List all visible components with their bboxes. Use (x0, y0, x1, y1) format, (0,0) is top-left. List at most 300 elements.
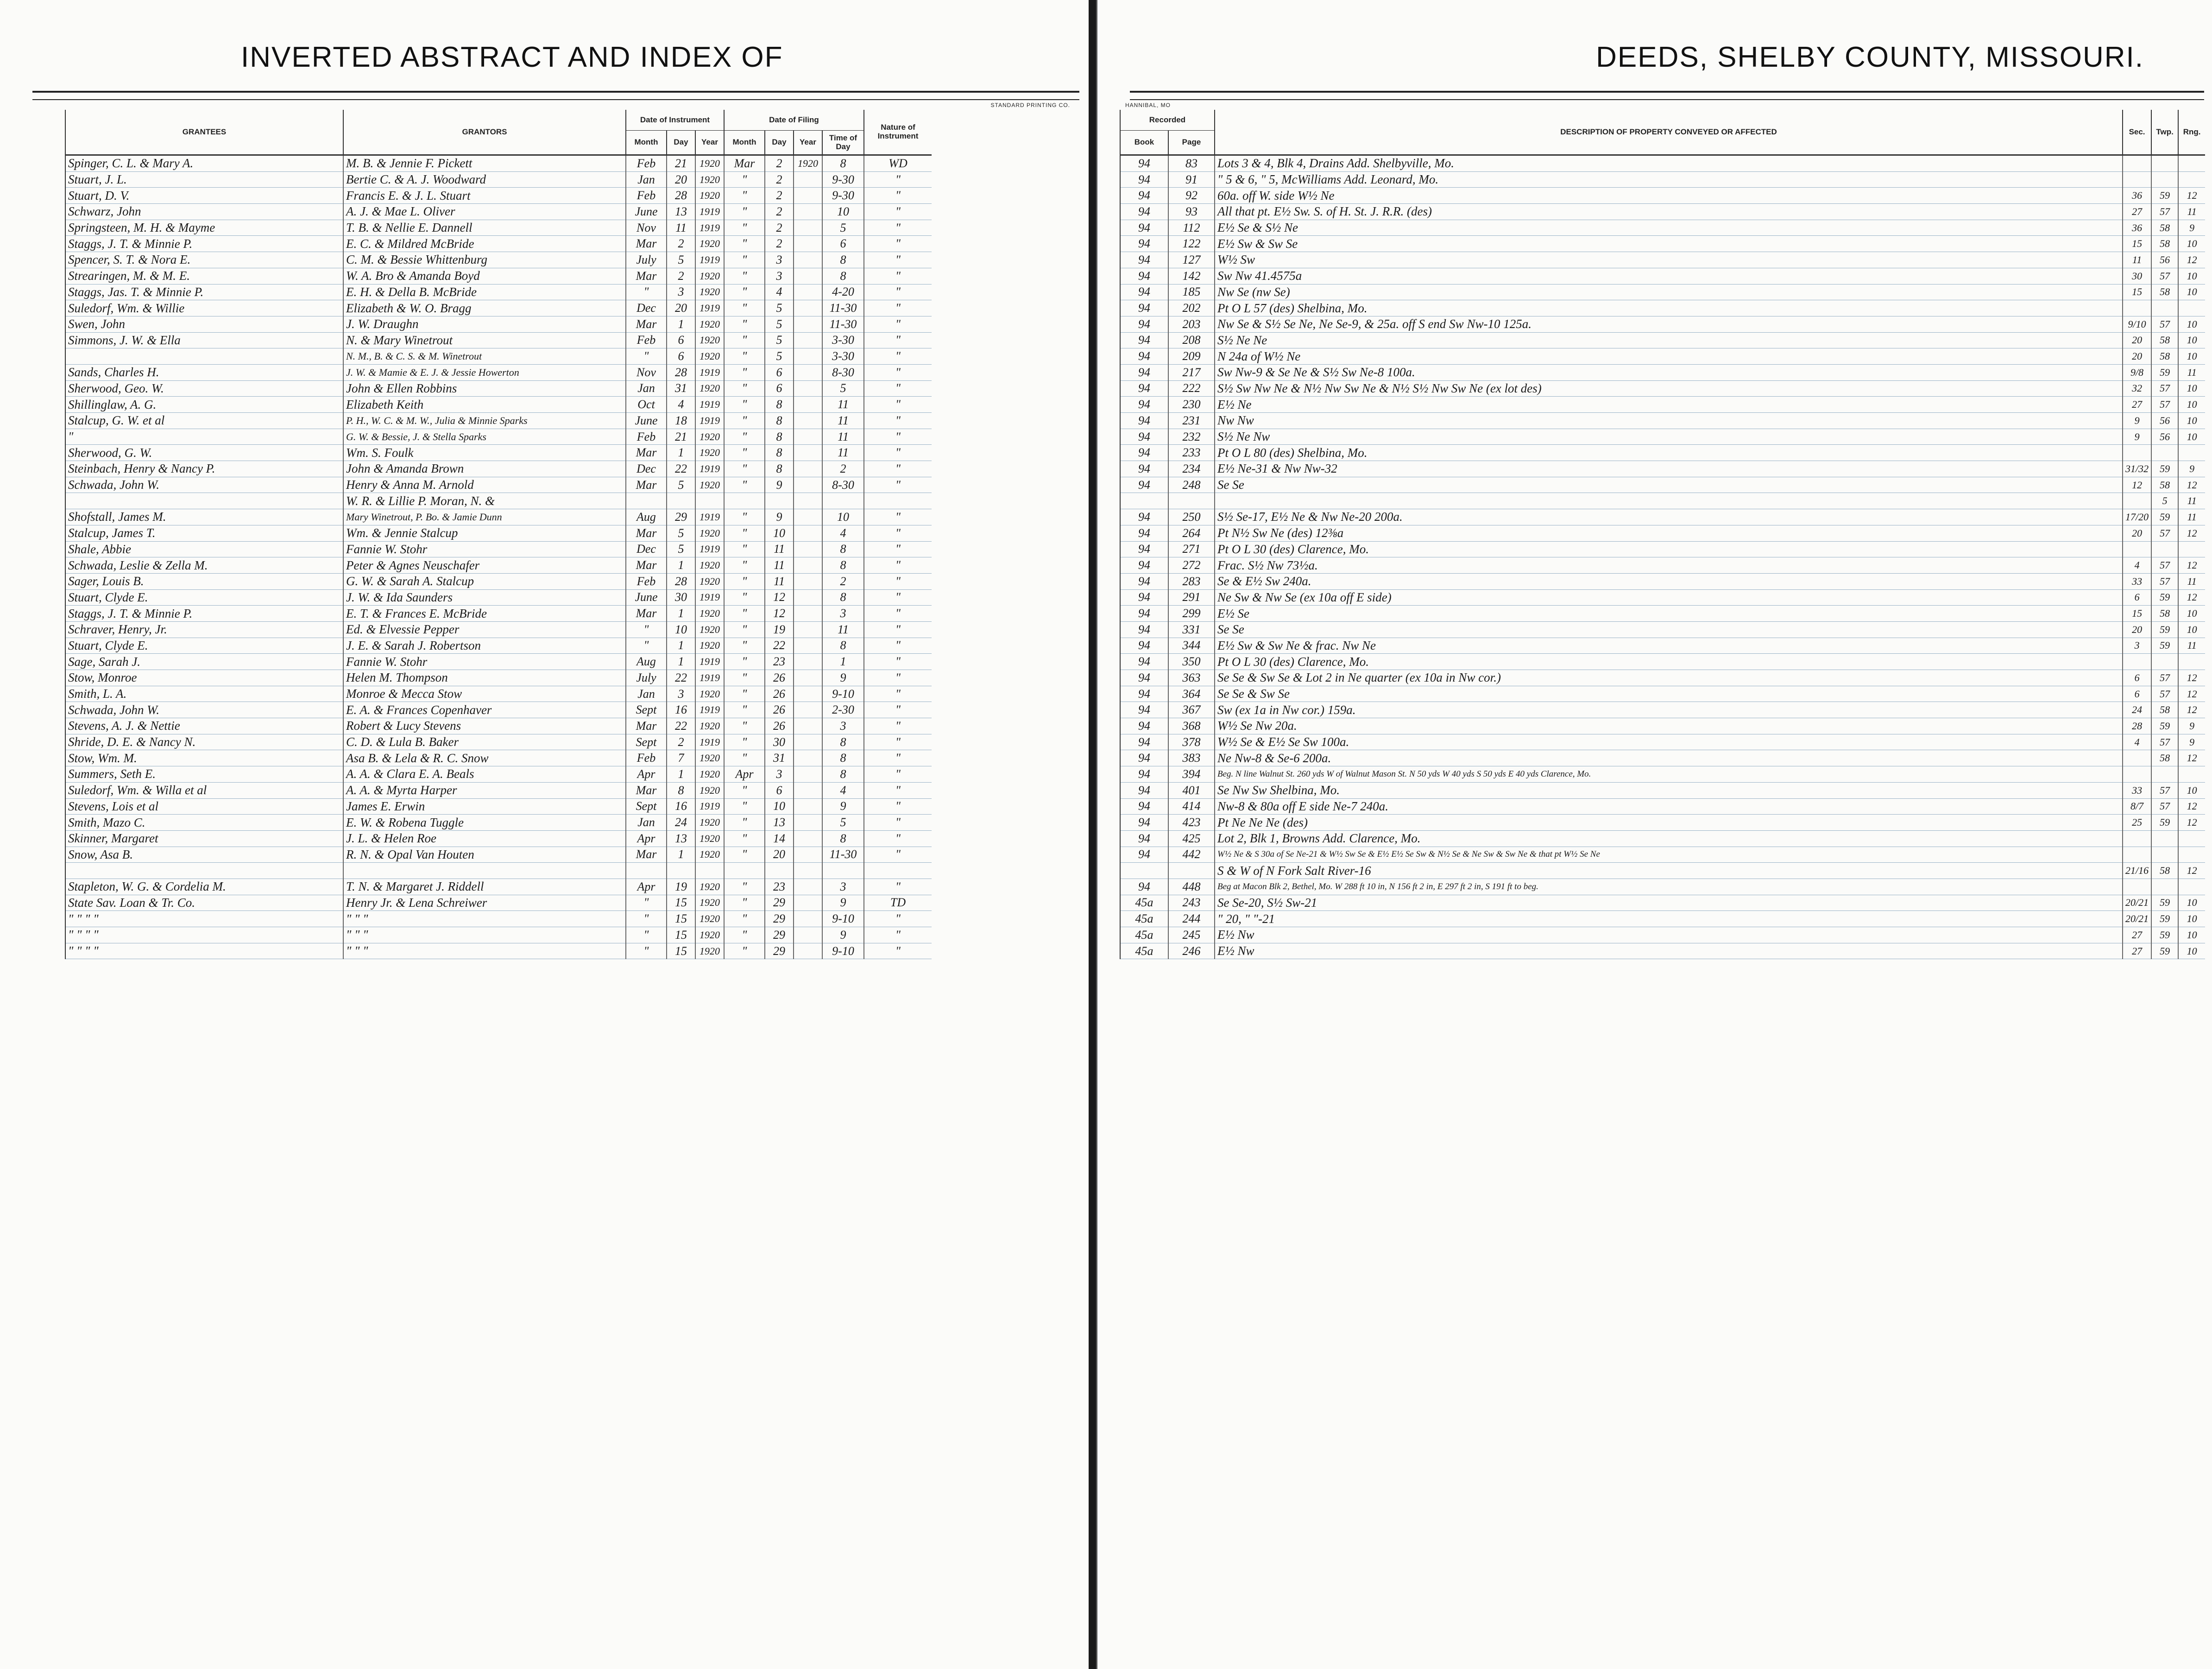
filing-month-cell: " (724, 541, 765, 557)
instrument-year-cell: 1919 (695, 509, 724, 525)
grantee-cell: Staggs, Jas. T. & Minnie P. (65, 284, 343, 300)
grantor-cell: Fannie W. Stohr (343, 541, 626, 557)
time-of-day-cell: 3 (822, 879, 864, 895)
instrument-day-cell: 13 (667, 830, 695, 847)
description-cell: E½ Se & S½ Ne (1215, 220, 2123, 236)
filing-month-cell: " (724, 348, 765, 365)
description-cell: N 24a of W½ Ne (1215, 348, 2123, 365)
sec-cell (2123, 493, 2151, 509)
filing-year-cell (794, 204, 822, 220)
page-cell: 217 (1168, 364, 1215, 380)
table-row (65, 718, 932, 734)
page-cell: 264 (1168, 525, 1215, 541)
top-rule (32, 99, 1079, 100)
table-row (65, 782, 932, 798)
nature-cell: " (864, 188, 932, 204)
printer-imprint: HANNIBAL, MO (1125, 102, 1171, 108)
instrument-day-cell: 5 (667, 477, 695, 493)
sec-cell: 36 (2123, 220, 2151, 236)
sec-cell: 9 (2123, 413, 2151, 429)
header-rng: Rng. (2178, 110, 2205, 155)
description-cell: Nw Se & S½ Se Ne, Ne Se-9, & 25a. off S end Sw Nw-10 125a. (1215, 316, 2123, 332)
ledger-body-left (65, 155, 932, 959)
rng-cell: 9 (2178, 461, 2205, 477)
page-cell: 142 (1168, 268, 1215, 284)
book-cell: 94 (1120, 188, 1168, 204)
instrument-month-cell: " (626, 348, 667, 365)
top-rule (1130, 99, 2204, 100)
instrument-day-cell: 1 (667, 847, 695, 863)
instrument-month-cell: Apr (626, 766, 667, 783)
description-cell: E½ Nw (1215, 943, 2123, 959)
page-cell: 83 (1168, 155, 1215, 172)
grantee-cell (65, 348, 343, 365)
instrument-year-cell: 1920 (695, 573, 724, 589)
page-cell: 243 (1168, 895, 1215, 911)
nature-cell: " (864, 525, 932, 541)
book-cell: 94 (1120, 413, 1168, 429)
filing-year-cell (794, 734, 822, 750)
rng-cell (2178, 654, 2205, 670)
description-cell: Pt O L 30 (des) Clarence, Mo. (1215, 541, 2123, 557)
instrument-year-cell: 1920 (695, 332, 724, 348)
rng-cell: 10 (2178, 236, 2205, 252)
grantee-cell: Stow, Monroe (65, 670, 343, 686)
table-row (65, 380, 932, 397)
grantee-cell: Smith, L. A. (65, 686, 343, 702)
table-row (1120, 557, 2205, 574)
grantee-cell: Stalcup, James T. (65, 525, 343, 541)
book-cell: 94 (1120, 236, 1168, 252)
printer-imprint: STANDARD PRINTING CO. (990, 102, 1070, 108)
sec-cell: 30 (2123, 268, 2151, 284)
filing-year-cell (794, 380, 822, 397)
nature-cell: " (864, 252, 932, 268)
filing-month-cell: " (724, 397, 765, 413)
table-row (1120, 477, 2205, 493)
grantor-cell: W. R. & Lillie P. Moran, N. & (343, 493, 626, 509)
grantor-cell: E. H. & Della B. McBride (343, 284, 626, 300)
page-cell: 244 (1168, 911, 1215, 927)
twp-cell: 57 (2151, 557, 2178, 574)
filing-month-cell: " (724, 621, 765, 638)
table-row (65, 188, 932, 204)
table-row (65, 220, 932, 236)
time-of-day-cell: 5 (822, 815, 864, 831)
right-page (1096, 0, 2212, 1669)
description-cell: All that pt. E½ Sw. S. of H. St. J. R.R. (des) (1215, 204, 2123, 220)
header-page: Page (1168, 131, 1215, 155)
nature-cell: " (864, 686, 932, 702)
description-cell: Se & E½ Sw 240a. (1215, 573, 2123, 589)
twp-cell: 5 (2151, 493, 2178, 509)
description-cell: Se Se-20, S½ Sw-21 (1215, 895, 2123, 911)
table-row (1120, 300, 2205, 316)
filing-day-cell: 26 (765, 670, 794, 686)
instrument-month-cell: Sept (626, 798, 667, 815)
grantor-cell: E. A. & Frances Copenhaver (343, 702, 626, 718)
instrument-day-cell: 15 (667, 943, 695, 959)
sec-cell: 31/32 (2123, 461, 2151, 477)
book-cell: 94 (1120, 364, 1168, 380)
sec-cell: 32 (2123, 380, 2151, 397)
filing-year-cell (794, 541, 822, 557)
instrument-day-cell: 1 (667, 766, 695, 783)
twp-cell: 56 (2151, 413, 2178, 429)
time-of-day-cell: 2 (822, 461, 864, 477)
page-cell: 299 (1168, 606, 1215, 622)
instrument-year-cell: 1920 (695, 268, 724, 284)
grantor-cell: John & Amanda Brown (343, 461, 626, 477)
page-cell: 248 (1168, 477, 1215, 493)
book-cell: 94 (1120, 461, 1168, 477)
book-cell: 94 (1120, 284, 1168, 300)
page-cell: 245 (1168, 927, 1215, 943)
twp-cell (2151, 155, 2178, 172)
filing-month-cell (724, 493, 765, 509)
rng-cell (2178, 830, 2205, 847)
filing-year-cell (794, 766, 822, 783)
time-of-day-cell: 9 (822, 670, 864, 686)
grantor-cell: " " " (343, 943, 626, 959)
instrument-day-cell: 2 (667, 734, 695, 750)
sec-cell (2123, 766, 2151, 783)
page-cell: 283 (1168, 573, 1215, 589)
filing-day-cell: 29 (765, 911, 794, 927)
instrument-year-cell: 1920 (695, 316, 724, 332)
table-row (65, 252, 932, 268)
rng-cell: 10 (2178, 429, 2205, 445)
grantor-cell: Bertie C. & A. J. Woodward (343, 171, 626, 188)
twp-cell: 58 (2151, 220, 2178, 236)
twp-cell: 57 (2151, 670, 2178, 686)
time-of-day-cell: 11 (822, 445, 864, 461)
description-cell: Sw Nw-9 & Se Ne & S½ Sw Ne-8 100a. (1215, 364, 2123, 380)
sec-cell: 4 (2123, 557, 2151, 574)
description-cell: Pt O L 57 (des) Shelbina, Mo. (1215, 300, 2123, 316)
description-cell: Sw Nw 41.4575a (1215, 268, 2123, 284)
rng-cell (2178, 766, 2205, 783)
rng-cell: 10 (2178, 621, 2205, 638)
sec-cell (2123, 847, 2151, 863)
page-cell: 383 (1168, 750, 1215, 766)
time-of-day-cell: 8 (822, 734, 864, 750)
table-row (1120, 830, 2205, 847)
table-row (1120, 316, 2205, 332)
filing-year-cell (794, 284, 822, 300)
instrument-month-cell: Feb (626, 155, 667, 172)
table-row (1120, 525, 2205, 541)
instrument-day-cell: 15 (667, 927, 695, 943)
filing-day-cell: 2 (765, 220, 794, 236)
book-cell: 94 (1120, 782, 1168, 798)
rng-cell: 9 (2178, 220, 2205, 236)
filing-day-cell: 3 (765, 268, 794, 284)
book-cell: 94 (1120, 654, 1168, 670)
table-row (1120, 718, 2205, 734)
filing-day-cell: 13 (765, 815, 794, 831)
filing-year-cell (794, 332, 822, 348)
table-row (65, 348, 932, 365)
twp-cell: 57 (2151, 268, 2178, 284)
filing-year-cell (794, 621, 822, 638)
table-row (1120, 509, 2205, 525)
filing-day-cell: 9 (765, 477, 794, 493)
filing-year-cell (794, 525, 822, 541)
rng-cell: 12 (2178, 702, 2205, 718)
sec-cell (2123, 541, 2151, 557)
instrument-year-cell: 1920 (695, 830, 724, 847)
table-row (65, 413, 932, 429)
filing-month-cell: " (724, 895, 765, 911)
filing-day-cell: 4 (765, 284, 794, 300)
filing-year-cell (794, 413, 822, 429)
filing-year-cell (794, 879, 822, 895)
filing-day-cell: 11 (765, 557, 794, 574)
filing-year-cell (794, 316, 822, 332)
nature-cell: WD (864, 155, 932, 172)
filing-year-cell (794, 348, 822, 365)
grantee-cell: Stuart, D. V. (65, 188, 343, 204)
instrument-year-cell: 1920 (695, 557, 724, 574)
filing-year-cell (794, 171, 822, 188)
grantor-cell: C. D. & Lula B. Baker (343, 734, 626, 750)
instrument-month-cell: Sept (626, 734, 667, 750)
instrument-month-cell: Mar (626, 316, 667, 332)
instrument-day-cell: 1 (667, 557, 695, 574)
filing-year-cell (794, 429, 822, 445)
instrument-month-cell: Oct (626, 397, 667, 413)
rng-cell: 10 (2178, 397, 2205, 413)
filing-year-cell (794, 718, 822, 734)
page-cell: 127 (1168, 252, 1215, 268)
filing-month-cell: " (724, 686, 765, 702)
instrument-month-cell: Jan (626, 380, 667, 397)
instrument-month-cell: Feb (626, 573, 667, 589)
ledger-table-left (65, 110, 932, 959)
filing-year-cell (794, 702, 822, 718)
grantor-cell: E. T. & Frances E. McBride (343, 606, 626, 622)
instrument-month-cell: Dec (626, 300, 667, 316)
table-row (1120, 734, 2205, 750)
table-row (65, 830, 932, 847)
nature-cell: " (864, 911, 932, 927)
filing-year-cell (794, 477, 822, 493)
table-row (65, 589, 932, 606)
filing-month-cell: " (724, 557, 765, 574)
sec-cell: 24 (2123, 702, 2151, 718)
sec-cell: 20/21 (2123, 911, 2151, 927)
sec-cell: 11 (2123, 252, 2151, 268)
page-cell: 246 (1168, 943, 1215, 959)
book-cell: 94 (1120, 397, 1168, 413)
table-row (65, 943, 932, 959)
filing-year-cell (794, 927, 822, 943)
grantor-cell: " " " (343, 927, 626, 943)
book-cell: 94 (1120, 348, 1168, 365)
grantee-cell: Suledorf, Wm. & Willie (65, 300, 343, 316)
page-title-right: DEEDS, SHELBY COUNTY, MISSOURI. (1596, 41, 2144, 73)
nature-cell: " (864, 573, 932, 589)
twp-cell: 59 (2151, 589, 2178, 606)
instrument-month-cell: Mar (626, 268, 667, 284)
page-cell: 401 (1168, 782, 1215, 798)
grantor-cell: Francis E. & J. L. Stuart (343, 188, 626, 204)
nature-cell: " (864, 606, 932, 622)
table-row (1120, 380, 2205, 397)
page-cell: 350 (1168, 654, 1215, 670)
header-grantors: GRANTORS (343, 110, 626, 155)
book-cell: 94 (1120, 718, 1168, 734)
filing-year-cell (794, 686, 822, 702)
instrument-year-cell: 1920 (695, 445, 724, 461)
sec-cell: 9/8 (2123, 364, 2151, 380)
instrument-day-cell: 16 (667, 798, 695, 815)
filing-year-cell (794, 863, 822, 879)
page-cell: 91 (1168, 171, 1215, 188)
twp-cell: 57 (2151, 397, 2178, 413)
instrument-day-cell: 20 (667, 300, 695, 316)
instrument-day-cell: 2 (667, 268, 695, 284)
twp-cell: 58 (2151, 702, 2178, 718)
grantor-cell: J. W. & Mamie & E. J. & Jessie Howerton (343, 364, 626, 380)
table-row (65, 236, 932, 252)
instrument-month-cell: " (626, 284, 667, 300)
filing-month-cell: " (724, 927, 765, 943)
grantee-cell: Schwada, John W. (65, 702, 343, 718)
table-row (1120, 638, 2205, 654)
grantee-cell: Stow, Wm. M. (65, 750, 343, 766)
book-cell: 94 (1120, 509, 1168, 525)
page-cell: 230 (1168, 397, 1215, 413)
instrument-year-cell: 1920 (695, 750, 724, 766)
header-date-of-instrument: Date of Instrument (626, 110, 724, 131)
instrument-day-cell: 28 (667, 188, 695, 204)
grantee-cell: Stevens, A. J. & Nettie (65, 718, 343, 734)
instrument-day-cell: 29 (667, 509, 695, 525)
grantee-cell: Smith, Mazo C. (65, 815, 343, 831)
instrument-month-cell: Feb (626, 429, 667, 445)
grantor-cell: Helen M. Thompson (343, 670, 626, 686)
description-cell: Pt Ne Ne Ne (des) (1215, 815, 2123, 831)
filing-year-cell (794, 943, 822, 959)
time-of-day-cell: 8 (822, 541, 864, 557)
instrument-day-cell (667, 863, 695, 879)
table-row (65, 670, 932, 686)
filing-day-cell: 2 (765, 155, 794, 172)
header-day: Day (765, 131, 794, 155)
table-row (1120, 348, 2205, 365)
page-cell: 363 (1168, 670, 1215, 686)
instrument-month-cell: June (626, 413, 667, 429)
book-cell (1120, 863, 1168, 879)
description-cell: Lots 3 & 4, Blk 4, Drains Add. Shelbyville, Mo. (1215, 155, 2123, 172)
page-cell: 185 (1168, 284, 1215, 300)
rng-cell: 10 (2178, 268, 2205, 284)
filing-day-cell: 6 (765, 364, 794, 380)
filing-month-cell (724, 863, 765, 879)
grantee-cell: Stuart, Clyde E. (65, 638, 343, 654)
rng-cell (2178, 300, 2205, 316)
twp-cell: 57 (2151, 734, 2178, 750)
grantor-cell: Henry & Anna M. Arnold (343, 477, 626, 493)
filing-year-cell (794, 445, 822, 461)
filing-month-cell: " (724, 364, 765, 380)
filing-month-cell: " (724, 638, 765, 654)
instrument-year-cell: 1919 (695, 589, 724, 606)
description-cell: W½ Se Nw 20a. (1215, 718, 2123, 734)
sec-cell: 4 (2123, 734, 2151, 750)
grantee-cell: Stevens, Lois et al (65, 798, 343, 815)
grantor-cell: A. A. & Myrta Harper (343, 782, 626, 798)
nature-cell: " (864, 943, 932, 959)
header-time-of-day: Time of Day (822, 131, 864, 155)
table-row (1120, 332, 2205, 348)
twp-cell: 59 (2151, 638, 2178, 654)
instrument-year-cell: 1920 (695, 895, 724, 911)
table-row (1120, 750, 2205, 766)
instrument-month-cell: Apr (626, 830, 667, 847)
nature-cell: " (864, 654, 932, 670)
description-cell: S½ Sw Nw Ne & N½ Nw Sw Ne & N½ S½ Nw Sw Ne (ex lot des) (1215, 380, 2123, 397)
table-row (65, 798, 932, 815)
book-cell: 94 (1120, 171, 1168, 188)
table-row (65, 863, 932, 879)
instrument-year-cell: 1919 (695, 204, 724, 220)
filing-day-cell: 11 (765, 573, 794, 589)
book-cell: 94 (1120, 155, 1168, 172)
instrument-day-cell: 3 (667, 284, 695, 300)
grantee-cell: Swen, John (65, 316, 343, 332)
filing-month-cell: " (724, 477, 765, 493)
table-row (65, 557, 932, 574)
filing-month-cell: " (724, 606, 765, 622)
grantee-cell: Sands, Charles H. (65, 364, 343, 380)
description-cell: S & W of N Fork Salt River-16 (1215, 863, 2123, 879)
grantor-cell: E. W. & Robena Tuggle (343, 815, 626, 831)
time-of-day-cell: 8 (822, 557, 864, 574)
grantee-cell: Stapleton, W. G. & Cordelia M. (65, 879, 343, 895)
rng-cell: 10 (2178, 895, 2205, 911)
book-cell: 94 (1120, 686, 1168, 702)
grantor-cell: R. N. & Opal Van Houten (343, 847, 626, 863)
book-cell: 94 (1120, 477, 1168, 493)
grantor-cell: John & Ellen Robbins (343, 380, 626, 397)
header-nature: Nature of Instrument (864, 110, 932, 155)
instrument-day-cell: 1 (667, 638, 695, 654)
instrument-year-cell: 1919 (695, 541, 724, 557)
description-cell: Se Nw Sw Shelbina, Mo. (1215, 782, 2123, 798)
instrument-month-cell: Aug (626, 654, 667, 670)
header-month: Month (724, 131, 765, 155)
filing-year-cell (794, 847, 822, 863)
page-title-left: INVERTED ABSTRACT AND INDEX OF (241, 41, 783, 73)
filing-month-cell: " (724, 911, 765, 927)
filing-month-cell: " (724, 815, 765, 831)
filing-month-cell: Mar (724, 155, 765, 172)
description-cell: E½ Sw & Sw Se (1215, 236, 2123, 252)
instrument-month-cell: " (626, 943, 667, 959)
description-cell: " 5 & 6, " 5, McWilliams Add. Leonard, Mo. (1215, 171, 2123, 188)
filing-month-cell: " (724, 204, 765, 220)
time-of-day-cell: 3-30 (822, 348, 864, 365)
grantee-cell: Staggs, J. T. & Minnie P. (65, 236, 343, 252)
filing-year-cell (794, 397, 822, 413)
filing-day-cell: 5 (765, 300, 794, 316)
filing-month-cell: " (724, 268, 765, 284)
nature-cell: " (864, 782, 932, 798)
time-of-day-cell: 9-10 (822, 943, 864, 959)
